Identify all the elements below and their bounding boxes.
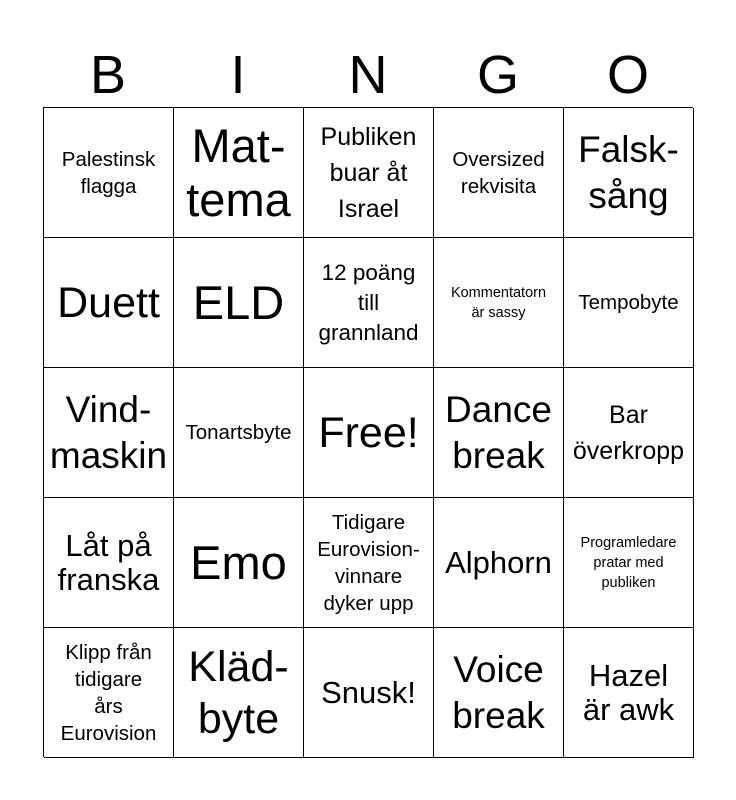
bingo-header (43, 44, 693, 106)
bingo-cell[interactable]: Alphorn (434, 498, 564, 628)
bingo-cell[interactable]: Duett (44, 238, 174, 368)
header-letter-n: N (348, 45, 388, 105)
bingo-cell[interactable]: Hazel är awk (564, 628, 694, 758)
header-letter-o: O (606, 45, 649, 105)
bingo-cell[interactable]: Dance break (434, 368, 564, 498)
bingo-cell[interactable]: Vind- maskin (44, 368, 174, 498)
bingo-cell[interactable]: ELD (174, 238, 304, 368)
bingo-cell[interactable]: Voice break (434, 628, 564, 758)
bingo-cell[interactable]: Palestinsk flagga (44, 108, 174, 238)
bingo-cell[interactable]: Tempobyte (564, 238, 694, 368)
bingo-cell[interactable]: Tonartsbyte (174, 368, 304, 498)
bingo-cell[interactable]: Tidigare Eurovision- vinnare dyker upp (304, 498, 434, 628)
bingo-cell[interactable]: Oversized rekvisita (434, 108, 564, 238)
bingo-cell[interactable]: Programledare pratar med publiken (564, 498, 694, 628)
bingo-cell[interactable]: Bar överkropp (564, 368, 694, 498)
bingo-cell[interactable]: 12 poäng till grannland (304, 238, 434, 368)
bingo-cell[interactable]: Låt på franska (44, 498, 174, 628)
header-letter-g: G (476, 45, 519, 105)
bingo-cell[interactable]: Emo (174, 498, 304, 628)
bingo-cell[interactable]: Snusk! (304, 628, 434, 758)
bingo-cell[interactable]: Klipp från tidigare års Eurovision (44, 628, 174, 758)
bingo-cell[interactable]: Falsk- sång (564, 108, 694, 238)
header-letter-b: B (89, 45, 127, 105)
bingo-cell[interactable]: Publiken buar åt Israel (304, 108, 434, 238)
header-letter-i: I (230, 45, 246, 105)
bingo-card-grid (43, 107, 693, 757)
bingo-cell[interactable]: Kläd- byte (174, 628, 304, 758)
bingo-cell[interactable]: Mat- tema (174, 108, 304, 238)
free-space-cell[interactable]: Free! (304, 368, 434, 498)
bingo-cell[interactable]: Kommentatorn är sassy (434, 238, 564, 368)
